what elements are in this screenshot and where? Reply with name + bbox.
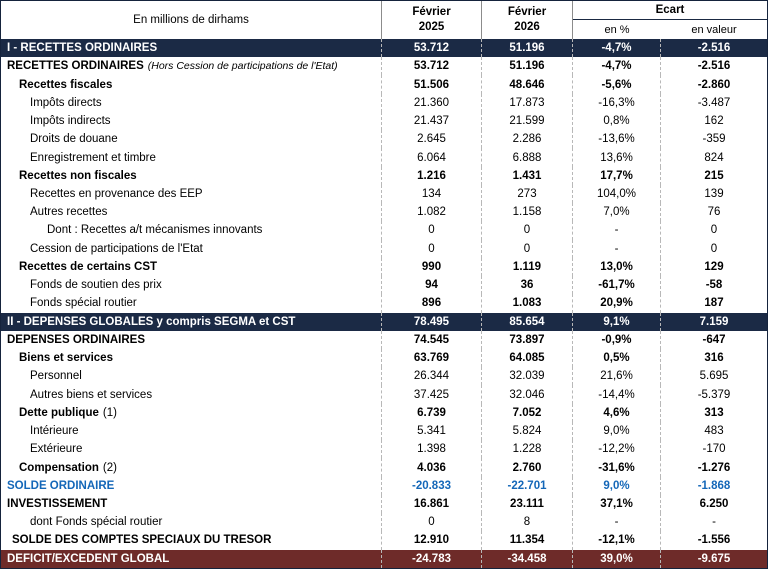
table-row xyxy=(1,258,767,276)
row-value: 11.354 xyxy=(481,531,572,549)
row-label: Autres biens et services xyxy=(30,388,153,401)
table-row xyxy=(1,458,767,476)
row-value: -2.860 xyxy=(660,75,767,93)
row-value: 1.228 xyxy=(481,440,572,458)
row-value: - xyxy=(572,513,660,531)
row-value: 7,0% xyxy=(572,203,660,221)
row-value: 0 xyxy=(381,240,481,258)
table-row xyxy=(1,367,767,385)
row-label: Fonds de soutien des prix xyxy=(30,279,162,292)
row-value: 896 xyxy=(381,294,481,312)
row-value: -14,4% xyxy=(572,385,660,403)
table-body xyxy=(1,39,767,568)
row-value: -0,9% xyxy=(572,331,660,349)
row-value: 32.039 xyxy=(481,367,572,385)
row-value: 0 xyxy=(381,513,481,531)
row-label: Biens et services xyxy=(19,352,113,365)
col-header-month: Février xyxy=(507,6,547,19)
row-label: Recettes de certains CST xyxy=(19,260,158,273)
row-value: 26.344 xyxy=(381,367,481,385)
row-value: -1.276 xyxy=(660,458,767,476)
table-row xyxy=(1,294,767,312)
row-value: -24.783 xyxy=(381,550,481,568)
row-value: 78.495 xyxy=(381,313,481,331)
row-value: 5.341 xyxy=(381,422,481,440)
row-value: 16.861 xyxy=(381,495,481,513)
row-value: 0,5% xyxy=(572,349,660,367)
row-label: II - DEPENSES GLOBALES y compris SEGMA et CST xyxy=(7,315,296,328)
row-value: 9,0% xyxy=(572,477,660,495)
row-value: 215 xyxy=(660,167,767,185)
row-value: 48.646 xyxy=(481,75,572,93)
row-value: 0 xyxy=(481,240,572,258)
row-label: Enregistrement et timbre xyxy=(30,151,156,164)
row-value: 7.159 xyxy=(660,313,767,331)
row-value: 4.036 xyxy=(381,458,481,476)
row-value: 2.760 xyxy=(481,458,572,476)
row-label: Droits de douane xyxy=(30,133,118,146)
row-value: 313 xyxy=(660,404,767,422)
row-value: - xyxy=(660,513,767,531)
row-label: Extérieure xyxy=(30,443,83,456)
row-value: 17,7% xyxy=(572,167,660,185)
row-value: -1.868 xyxy=(660,477,767,495)
row-value: 85.654 xyxy=(481,313,572,331)
row-value: 0 xyxy=(660,240,767,258)
table-row xyxy=(1,313,767,331)
table-row xyxy=(1,276,767,294)
row-value: 187 xyxy=(660,294,767,312)
row-label-suffix: (2) xyxy=(102,461,117,474)
table-row xyxy=(1,550,767,568)
row-label: Cession de participations de l'Etat xyxy=(30,242,203,255)
row-value: -61,7% xyxy=(572,276,660,294)
table-row xyxy=(1,531,767,549)
table-row xyxy=(1,185,767,203)
row-value: -31,6% xyxy=(572,458,660,476)
row-value: 74.545 xyxy=(381,331,481,349)
row-value: 94 xyxy=(381,276,481,294)
row-label: Personnel xyxy=(30,370,82,383)
row-value: 36 xyxy=(481,276,572,294)
col-header-year: 2025 xyxy=(418,21,445,33)
row-value: 0 xyxy=(660,221,767,239)
table-row xyxy=(1,240,767,258)
col-header-month: Février xyxy=(412,6,451,19)
row-value: 73.897 xyxy=(481,331,572,349)
row-value: 21.360 xyxy=(381,94,481,112)
row-label-suffix: (Hors Cession de participations de l'Etat) xyxy=(147,60,338,73)
row-value: 21,6% xyxy=(572,367,660,385)
row-value: -22.701 xyxy=(481,477,572,495)
table-row xyxy=(1,513,767,531)
row-value: -2.516 xyxy=(660,57,767,75)
row-value: - xyxy=(572,240,660,258)
col-header-fevrier-2026 xyxy=(481,1,572,39)
row-label: Impôts indirects xyxy=(30,115,111,128)
table-row xyxy=(1,94,767,112)
unit-label: En millions de dirhams xyxy=(133,14,249,26)
row-value: 1.083 xyxy=(481,294,572,312)
col-header-fevrier-2025 xyxy=(381,1,481,39)
table-row xyxy=(1,404,767,422)
col-header-year: 2026 xyxy=(514,21,540,33)
row-value: 13,6% xyxy=(572,148,660,166)
row-value: 1.398 xyxy=(381,440,481,458)
row-value: -16,3% xyxy=(572,94,660,112)
table-row xyxy=(1,349,767,367)
table-row xyxy=(1,167,767,185)
row-value: -20.833 xyxy=(381,477,481,495)
row-value: 129 xyxy=(660,258,767,276)
row-value: 37.425 xyxy=(381,385,481,403)
row-value: 6.739 xyxy=(381,404,481,422)
row-value: -12,1% xyxy=(572,531,660,549)
row-label: dont Fonds spécial routier xyxy=(30,516,163,529)
row-label: RECETTES ORDINAIRES (Hors Cession de participations de l'Etat) xyxy=(7,60,338,73)
row-value: 0 xyxy=(381,221,481,239)
row-value: 53.712 xyxy=(381,39,481,57)
row-label: Dont : Recettes a/t mécanismes innovants xyxy=(47,224,263,237)
row-value: 824 xyxy=(660,148,767,166)
row-value: -5.379 xyxy=(660,385,767,403)
row-value: 5.824 xyxy=(481,422,572,440)
row-value: 134 xyxy=(381,185,481,203)
table-row xyxy=(1,130,767,148)
row-value: 0,8% xyxy=(572,112,660,130)
table-row xyxy=(1,148,767,166)
table-row xyxy=(1,440,767,458)
row-value: -1.556 xyxy=(660,531,767,549)
row-value: 316 xyxy=(660,349,767,367)
row-value: 2.286 xyxy=(481,130,572,148)
row-value: 1.216 xyxy=(381,167,481,185)
row-label: Compensation (2) xyxy=(19,461,117,474)
ecart-subheaders xyxy=(573,20,767,39)
table-header xyxy=(1,1,767,39)
row-value: 5.695 xyxy=(660,367,767,385)
table-row xyxy=(1,477,767,495)
row-value: 483 xyxy=(660,422,767,440)
row-value: 1.158 xyxy=(481,203,572,221)
row-value: 51.196 xyxy=(481,39,572,57)
row-value: 9,0% xyxy=(572,422,660,440)
row-value: 2.645 xyxy=(381,130,481,148)
row-label: DEFICIT/EXCEDENT GLOBAL xyxy=(7,552,170,565)
row-value: 17.873 xyxy=(481,94,572,112)
row-label: DEPENSES ORDINAIRES xyxy=(7,333,146,346)
row-label: Autres recettes xyxy=(30,206,108,219)
table-row xyxy=(1,57,767,75)
row-value: -647 xyxy=(660,331,767,349)
row-value: 990 xyxy=(381,258,481,276)
col-header-ecart-pct: en % xyxy=(604,23,630,36)
row-label: Recettes fiscales xyxy=(19,78,113,91)
row-value: 162 xyxy=(660,112,767,130)
row-value: -58 xyxy=(660,276,767,294)
row-value: 0 xyxy=(481,221,572,239)
row-value: 139 xyxy=(660,185,767,203)
row-value: 9,1% xyxy=(572,313,660,331)
row-value: -34.458 xyxy=(481,550,572,568)
row-value: 6.250 xyxy=(660,495,767,513)
row-value: 1.119 xyxy=(481,258,572,276)
col-header-ecart: Ecart xyxy=(573,1,767,20)
row-value: -4,7% xyxy=(572,57,660,75)
row-value: 104,0% xyxy=(572,185,660,203)
row-value: 51.196 xyxy=(481,57,572,75)
row-value: 23.111 xyxy=(481,495,572,513)
row-value: 7.052 xyxy=(481,404,572,422)
row-value: 1.082 xyxy=(381,203,481,221)
row-value: 4,6% xyxy=(572,404,660,422)
row-value: 53.712 xyxy=(381,57,481,75)
row-label: Recettes en provenance des EEP xyxy=(30,187,203,200)
row-label: Impôts directs xyxy=(30,96,102,109)
row-label: Fonds spécial routier xyxy=(30,297,137,310)
row-value: - xyxy=(572,221,660,239)
row-value: 6.064 xyxy=(381,148,481,166)
row-value: 32.046 xyxy=(481,385,572,403)
table-row xyxy=(1,495,767,513)
row-value: 39,0% xyxy=(572,550,660,568)
row-value: 6.888 xyxy=(481,148,572,166)
row-value: 51.506 xyxy=(381,75,481,93)
row-value: 21.599 xyxy=(481,112,572,130)
row-value: 12.910 xyxy=(381,531,481,549)
row-value: 64.085 xyxy=(481,349,572,367)
row-value: 63.769 xyxy=(381,349,481,367)
table-row xyxy=(1,331,767,349)
row-label-suffix: (1) xyxy=(102,406,117,419)
row-value: 273 xyxy=(481,185,572,203)
table-row xyxy=(1,422,767,440)
table-row xyxy=(1,112,767,130)
row-value: 8 xyxy=(481,513,572,531)
row-label: INVESTISSEMENT xyxy=(7,497,108,510)
row-label: Recettes non fiscales xyxy=(19,169,137,182)
row-value: -13,6% xyxy=(572,130,660,148)
table-row xyxy=(1,385,767,403)
row-value: 20,9% xyxy=(572,294,660,312)
row-value: -9.675 xyxy=(660,550,767,568)
table-row xyxy=(1,203,767,221)
row-value: 21.437 xyxy=(381,112,481,130)
row-value: -3.487 xyxy=(660,94,767,112)
row-value: 13,0% xyxy=(572,258,660,276)
row-value: -2.516 xyxy=(660,39,767,57)
row-value: 37,1% xyxy=(572,495,660,513)
row-value: 1.431 xyxy=(481,167,572,185)
row-label: Intérieure xyxy=(30,425,79,438)
row-label: SOLDE DES COMPTES SPECIAUX DU TRESOR xyxy=(12,534,272,547)
row-value: -170 xyxy=(660,440,767,458)
row-label: SOLDE ORDINAIRE xyxy=(7,479,115,492)
col-header-ecart-group xyxy=(572,1,767,39)
row-value: 76 xyxy=(660,203,767,221)
row-value: -12,2% xyxy=(572,440,660,458)
row-label: Dette publique (1) xyxy=(19,406,117,419)
table-row xyxy=(1,221,767,239)
row-value: -4,7% xyxy=(572,39,660,57)
row-label: I - RECETTES ORDINAIRES xyxy=(7,42,158,55)
table-row xyxy=(1,75,767,93)
row-value: -359 xyxy=(660,130,767,148)
row-value: -5,6% xyxy=(572,75,660,93)
table-row xyxy=(1,39,767,57)
col-header-ecart-valeur: en valeur xyxy=(691,23,737,36)
